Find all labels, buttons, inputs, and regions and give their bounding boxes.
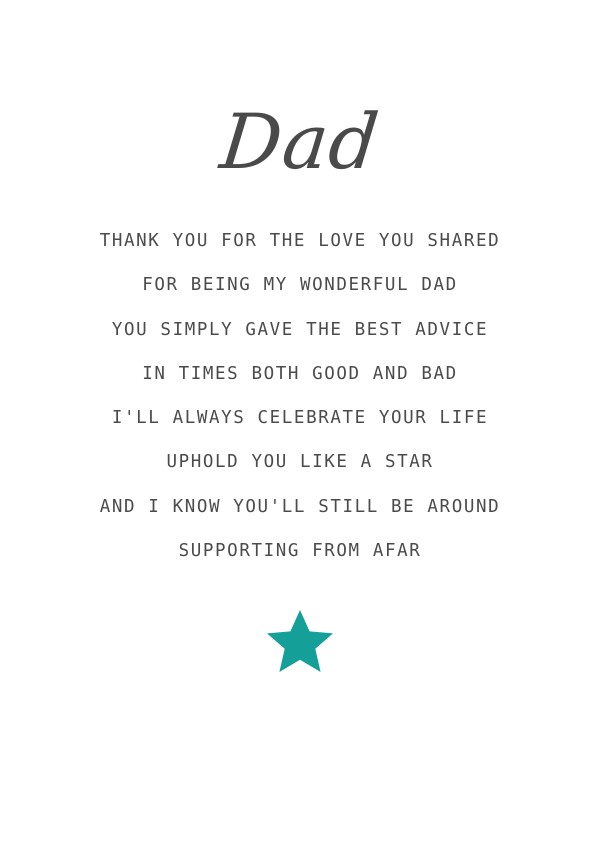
poem-line: IN TIMES BOTH GOOD AND BAD [142, 363, 458, 384]
star-icon [267, 609, 333, 673]
page-title: Dad [216, 97, 384, 186]
poem-line: SUPPORTING FROM AFAR [178, 540, 422, 561]
poem-line: I'LL ALWAYS CELEBRATE YOUR LIFE [111, 408, 489, 428]
ornament-container [0, 609, 600, 673]
poem-body [0, 232, 600, 561]
poem-line: YOU SIMPLY GAVE THE BEST ADVICE [111, 319, 489, 340]
poem-line: UPHOLD YOU LIKE A STAR [166, 452, 434, 473]
poem-line: FOR BEING MY WONDERFUL DAD [142, 275, 458, 296]
poem-line: AND I KNOW YOU'LL STILL BE AROUND [99, 496, 501, 517]
poem-line: THANK YOU FOR THE LOVE YOU SHARED [99, 231, 501, 251]
